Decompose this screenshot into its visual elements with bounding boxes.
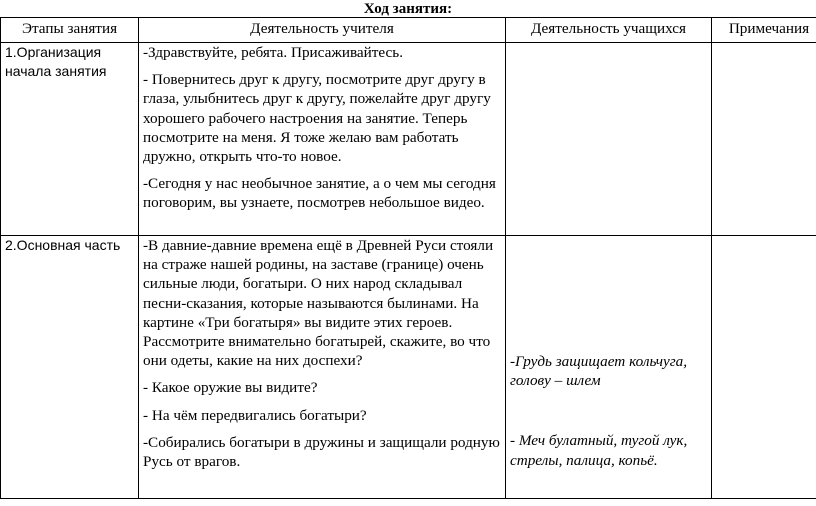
teacher-line: - Какое оружие вы видите?: [143, 379, 318, 397]
student-answer: - Меч булатный, тугой лук, стрелы, палица, копьё.: [510, 432, 688, 469]
student-answer: -Грудь защищает кольчуга, голову – шлем: [510, 353, 688, 390]
teacher-activity-cell: [139, 236, 506, 499]
header-stages: Этапы занятия: [1, 18, 139, 43]
notes-cell: [712, 43, 816, 236]
header-notes: Примечания: [712, 18, 816, 43]
teacher-line: -Сегодня у нас необычное занятие, а о чем мы сегодня поговорим, вы узнаете, посмотрев небольшое видео.: [143, 175, 496, 212]
teacher-line: -Здравствуйте, ребята. Присаживайтесь.: [143, 44, 404, 61]
table-row: [1, 236, 816, 499]
student-activity-cell: [506, 236, 712, 499]
table-header-row: [1, 18, 816, 43]
teacher-line: - Повернитесь друг к другу, посмотрите друг другу в глаза, улыбнитесь друг к другу, пожелайте друг другу хорошего рабочего настроения на занятие. Теперь посмотрите на меня. Я тоже желаю вам работать дружно, открыть что-то новое.: [143, 71, 491, 166]
lesson-plan-table: [0, 17, 816, 499]
header-teacher-activity: Деятельность учителя: [139, 18, 506, 43]
student-activity-cell: [506, 43, 712, 236]
stage-cell: 1.Организация начала занятия: [1, 43, 139, 236]
notes-cell: [712, 236, 816, 499]
table-row: [1, 43, 816, 236]
teacher-line: -Собирались богатыри в дружины и защищали родную Русь от врагов.: [143, 433, 500, 471]
teacher-line: -В давние-давние времена ещё в Древней Руси стояли на страже нашей родины, на заставе (границе) очень сильные люди, богатыри. О них народ складывал песни-сказания, которые называются былинами. На картине «Три богатыря» вы видите этих героев. Рассмотрите внимательно богатырей, скажите, во что они одеты, какие на них доспехи?: [143, 237, 494, 370]
stage-cell: 2.Основная часть: [1, 236, 139, 499]
teacher-activity-cell: [139, 43, 506, 236]
teacher-line: - На чём передвигались богатыри?: [143, 406, 367, 424]
header-student-activity: Деятельность учащихся: [506, 18, 712, 43]
page-title: Ход занятия:: [363, 1, 453, 17]
